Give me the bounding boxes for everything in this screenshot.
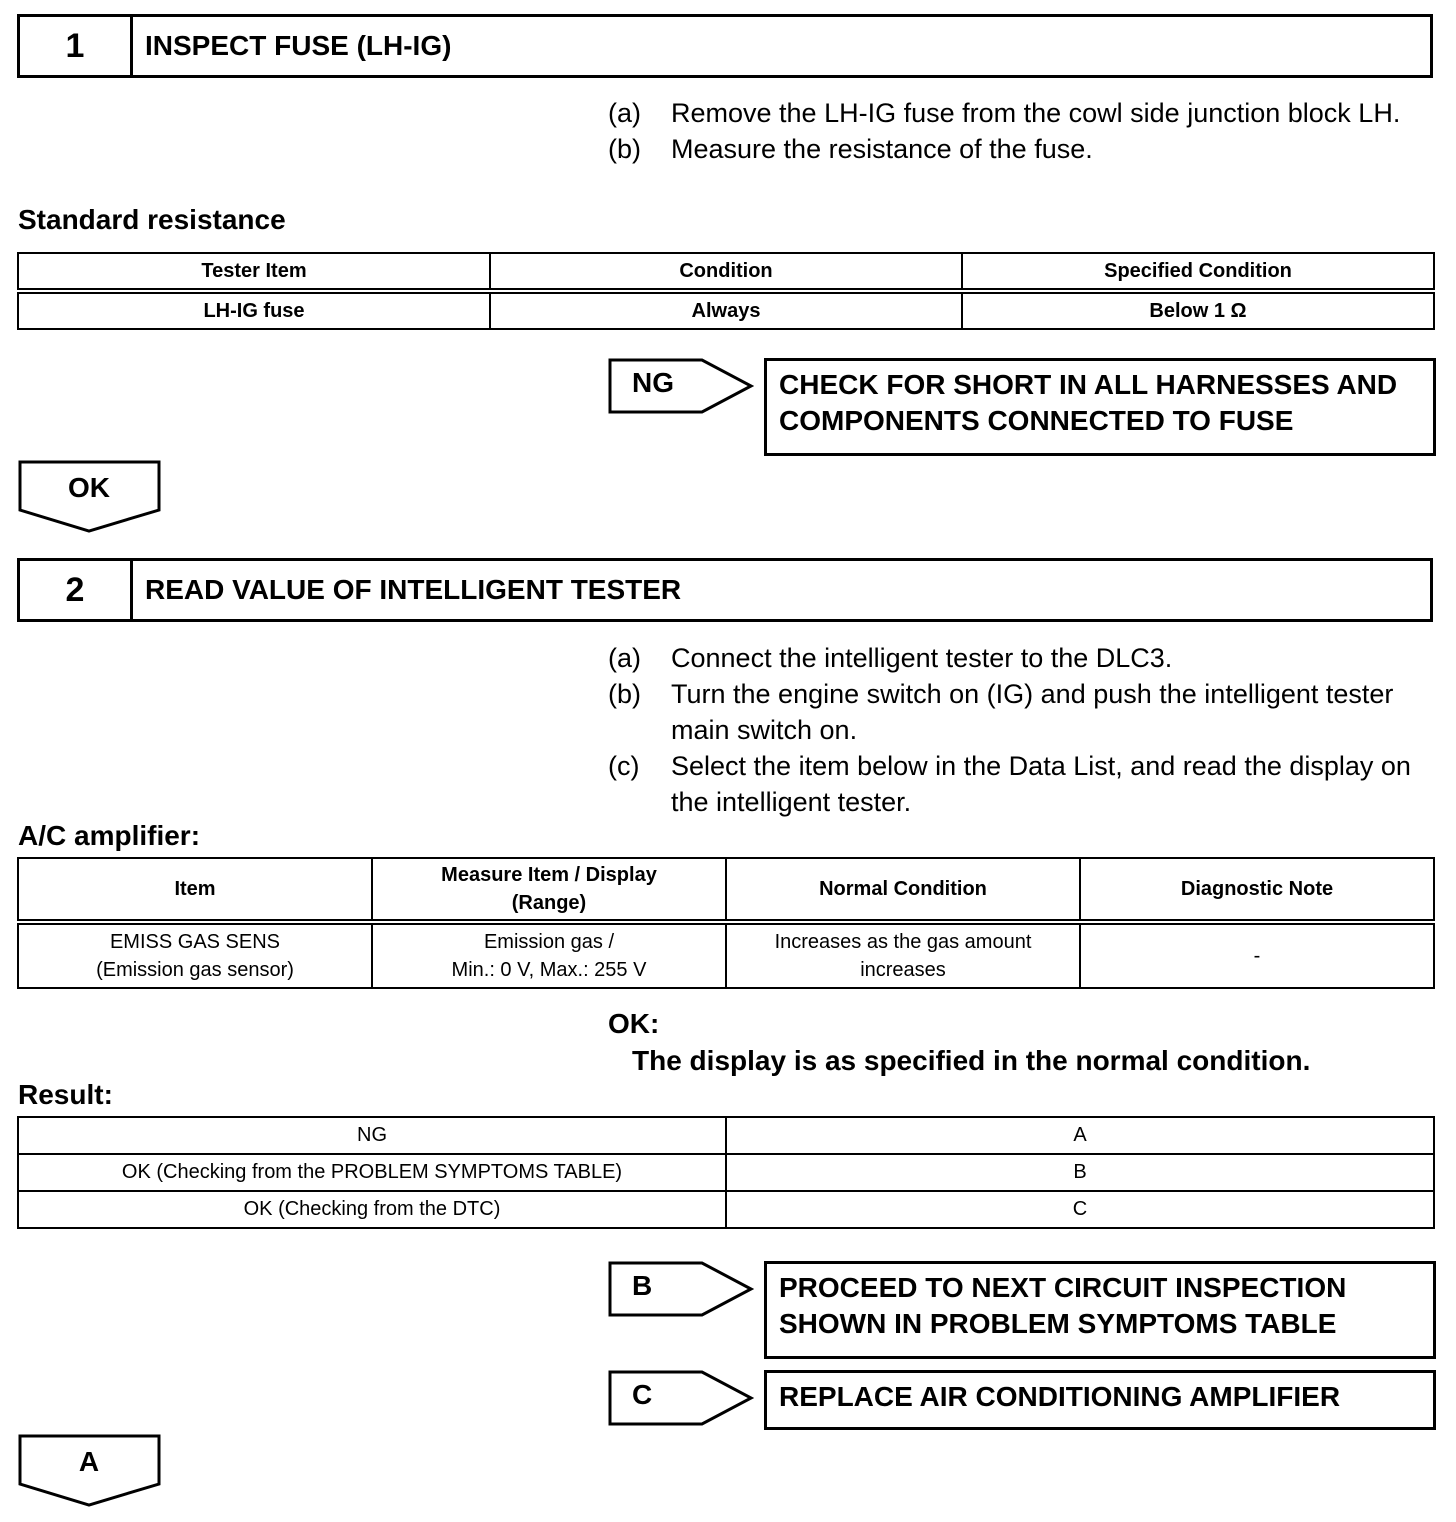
table-row [18,922,1434,988]
step-2-instructions [608,640,1438,820]
instruction-item [608,131,1438,167]
branch-tag-label: B [632,1270,653,1301]
ok-branch-tag [18,460,162,534]
column-header: Normal Condition [726,858,1080,922]
step-1-header [17,14,1433,78]
data-list-table [17,857,1435,989]
table-cell [372,922,726,988]
instruction-label: (b) [608,679,641,709]
table-row [18,1154,1434,1191]
table-row [18,1117,1434,1154]
b-branch-tag [608,1261,754,1317]
c-result-box: REPLACE AIR CONDITIONING AMPLIFIER [764,1370,1436,1430]
column-header [372,858,726,922]
instruction-text: Measure the resistance of the fuse. [671,134,1093,164]
table-cell: C [726,1191,1434,1228]
standard-resistance-label: Standard resistance [18,204,286,235]
b-result-box: PROCEED TO NEXT CIRCUIT INSPECTION SHOWN IN PROBLEM SYMPTOMS TABLE [764,1261,1436,1359]
table-row [18,291,1434,329]
header-line: (Range) [511,892,587,914]
header-line: Measure Item / Display [441,864,657,886]
instruction-text: Turn the engine switch on (IG) and push the intelligent tester main switch on. [671,679,1394,745]
instruction-item [608,748,1438,820]
table-cell: A [726,1117,1434,1154]
step-number: 2 [20,561,133,619]
instruction-item [608,676,1438,748]
result-table [17,1116,1435,1229]
step-2-header [17,558,1433,622]
instruction-label: (b) [608,134,641,164]
instruction-item [608,640,1438,676]
step-title: INSPECT FUSE (LH-IG) [145,30,452,61]
instruction-text: Select the item below in the Data List, and read the display on the intelligent tester. [671,751,1411,817]
ac-amplifier-label: A/C amplifier: [18,820,201,851]
ok-spec-label: OK: [608,1008,660,1039]
right-arrow-tag-icon [608,1261,754,1317]
branch-tag-label: OK [68,472,110,503]
table-cell [18,922,372,988]
table-cell: OK (Checking from the DTC) [18,1191,726,1228]
branch-tag-label: NG [632,367,674,398]
table-cell: OK (Checking from the PROBLEM SYMPTOMS TABLE) [18,1154,726,1191]
step-number: 1 [20,17,133,75]
cell-line: EMISS GAS SENS [109,931,281,953]
table-cell: Always [490,291,962,329]
step-title: READ VALUE OF INTELLIGENT TESTER [145,574,682,605]
column-header: Tester Item [18,253,490,291]
cell-line: Emission gas / [483,931,615,953]
c-branch-tag [608,1370,754,1426]
cell-line: Increases as the gas amount [774,931,1032,953]
table-cell: Below 1 Ω [962,291,1434,329]
table-cell: - [1080,922,1434,988]
cell-line: Min.: 0 V, Max.: 255 V [451,959,647,981]
column-header: Diagnostic Note [1080,858,1434,922]
instruction-label: (c) [608,751,640,781]
cell-line: (Emission gas sensor) [96,959,294,981]
instruction-label: (a) [608,643,641,673]
right-arrow-tag-icon [608,358,754,414]
table-cell: NG [18,1117,726,1154]
step-1-instructions [608,95,1438,167]
result-label: Result: [18,1079,113,1110]
column-header: Specified Condition [962,253,1434,291]
instruction-text: Remove the LH-IG fuse from the cowl side junction block LH. [671,98,1401,128]
resistance-table [17,252,1435,330]
cell-line: increases [860,959,946,981]
instruction-text: Connect the intelligent tester to the DLC3. [671,643,1173,673]
branch-tag-label: A [78,1446,100,1477]
right-arrow-tag-icon [608,1370,754,1426]
table-row [18,1191,1434,1228]
ok-spec-text: The display is as specified in the normal condition. [632,1045,1311,1076]
branch-tag-label: C [632,1379,653,1410]
a-branch-tag [18,1434,162,1508]
table-cell [726,922,1080,988]
column-header: Item [18,858,372,922]
table-cell: B [726,1154,1434,1191]
instruction-item [608,95,1438,131]
instruction-label: (a) [608,98,641,128]
ng-branch-tag [608,358,754,414]
column-header: Condition [490,253,962,291]
ng-result-box: CHECK FOR SHORT IN ALL HARNESSES AND COMPONENTS CONNECTED TO FUSE [764,358,1436,456]
table-cell: LH-IG fuse [18,291,490,329]
